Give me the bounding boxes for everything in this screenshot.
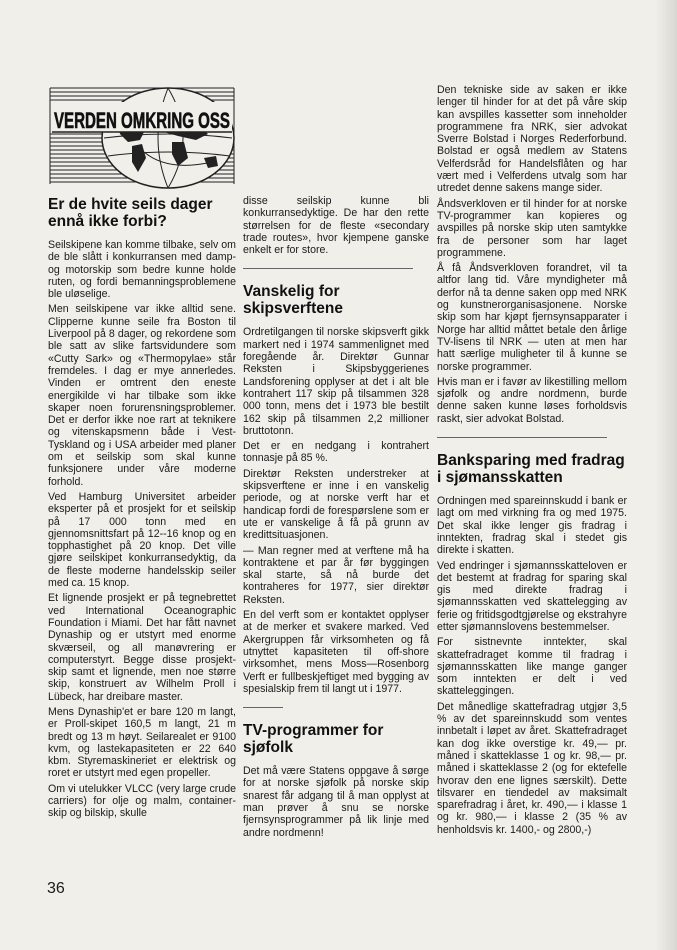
page-number: 36 <box>47 880 65 897</box>
paragraph: Det må være Statens oppgave å sørge for at norske sjøfolk på norske skip snarest får adgang til å man opplyst at man prøver å snu se norske fjernsynsprogrammer på lik linje med andre nordmenn! <box>243 765 429 839</box>
paragraph: Direktør Reksten understreker at skipsverftene er inne i en vanskelig periode, og at norske verft har et handicap fordi de forespørslene som er ute er vanskelige å få på grunn av kredittsituasjonen. <box>243 467 429 542</box>
paragraph: Men seilskipene var ikke alltid sene. Clipperne kunne seile fra Boston til Liverpool på 8 dager, og rekordene som ble satt av slike fartsvidundere som «Cutty Sark» og «Thermopylae» står fremdeles. I dag er mye annerledes. Vinden er omtrent den eneste energikilde vi har tilbake som ikke skaper noen forurensningsproblemer. Det er derfor ikke noe rart at teknikere og vitenskapsmenn både i Vest-Tyskland og i USA arbeider med planer om et seilskip som skal kunne funksjonere under våre moderne forhold. <box>48 303 236 488</box>
paragraph: Åndsverkloven er til hinder for at norske TV-programmer kan kopieres og avspilles på norske skip uten samtykke fra de personer som har laget programmene. <box>437 197 627 259</box>
paragraph: Det månedlige skattefradrag utgjør 3,5 % av det spareinnskudd som ventes innbetalt i løpet av året. Skattefradraget kan dog ikke overstige kr. 49,— pr. måned i skatteklasse 1 og kr. 98,— pr. måned i skatteklasse 2 (og for ektefelle hvorav den ene lignes særskilt). Dette tilsvarer en tiendedel av maksimalt sparefradrag i året, kr. 490,— i klasse 1 og kr. 980,— i klasse 2 (35 % av henholdsvis kr. 1400,- og 2800,-) <box>437 700 627 836</box>
paragraph: Det er en nedgang i kontrahert tonnasje på 85 %. <box>243 440 429 465</box>
paragraph: — Man regner med at verftene må ha kontraktene et par år før byggingen skal starte, så nå burde det kontraheres for 1977, sier direktør Reksten. <box>243 544 429 606</box>
column-1 <box>48 196 236 823</box>
paragraph: Ved Hamburg Universitet arbeider eksperter på et prosjekt for et seilskip på 17 000 tonn med en gjennomsnittsfart på 12--16 knop og en topphastighet på 20 knop. Det ville gjøre seilskipet konkurransedyktig, da de fleste moderne handelsskip seiler med ca. 15 knop. <box>48 490 236 590</box>
paragraph: Et lignende prosjekt er på tegnebrettet ved International Oceanographic Foundation i Miami. Det har fått navnet Dynaship og er utstyrt med enorme skværseil, og all manøvrering er computerstyrt. Begge disse prosjekt-skip samt et lignende, men noe større skip, konstruert av Wilhelm Proll i Lübeck, har dreibare master. <box>48 592 236 703</box>
divider <box>243 707 283 708</box>
divider <box>243 268 413 269</box>
paragraph: For sistnevnte inntekter, skal skattefradraget komme til fradrag i sjømannsskatten like mange ganger som inntekten er delt i ved skatteleggingen. <box>437 636 627 698</box>
globe-logo-icon <box>48 82 236 188</box>
paragraph: Den tekniske side av saken er ikke lenger til hinder for at det på våre skip kan avspilles kassetter som inneholder programmene fra NRK, sier advokat Sverre Bolstad i Norges Rederforbund. Bolstad er også medlem av Statens Velferdsråd for Handelsflåten og har vært med i Velferdens utvalg som har utredet denne sakens mange sider. <box>437 84 627 195</box>
article-title-banksparing: Banksparing med fradrag i sjømansskatten <box>437 452 625 487</box>
paragraph: Ordretilgangen til norske skipsverft gikk markert ned i 1974 sammenlignet med foregående år. Direktør Gunnar Reksten i Skipsbyggerienes Landsforening opplyser at det i alt ble kontrahert 117 skip på tilsammen 328 000 tonn, mens det i 1973 ble bestilt 162 skip på tilsammen 2,2 millioner bruttotonn. <box>243 326 429 437</box>
divider <box>437 437 607 438</box>
column-2 <box>243 195 429 842</box>
column-3 <box>437 84 627 839</box>
paragraph: Seilskipene kan komme tilbake, selv om de ble slått i konkurransen med damp- og motorskip som bedre kunne holde ruten, og fordi bemanningsproblemene ble uløselige. <box>48 239 236 301</box>
paragraph: Hvis man er i favør av likestilling mellom sjøfolk og andre nordmenn, burde denne saken kunne løses forholdsvis raskt, sier advokat Bolstad. <box>437 375 627 425</box>
verden-omkring-oss-logo <box>48 82 236 188</box>
logo-text: VERDEN OMKRING OSS <box>54 108 230 133</box>
paragraph: Om vi utelukker VLCC (very large crude carriers) for olje og malm, container-skip og bilskip, skulle <box>48 782 236 820</box>
article-title-tv-programmer: TV-programmer for sjøfolk <box>243 722 384 757</box>
paragraph: Å få Åndsverkloven forandret, vil ta altfor lang tid. Våre myndigheter må derfor nå ta denne saken opp med NRK og kunstnerorganisasjonene. Norske skip som har kjøpt fjernsynsapparater i Norge har alltid måttet betale den årlige TV-lisens til NRK — uten at men har hatt særlige muligheter til å kunne se norske programmer. <box>437 262 627 373</box>
paragraph: En del verft som er kontaktet opplyser at de merker et svakere marked. Ved Akergruppen får virksomheten og få utnyttet kapasiteten til off-shore virksomhet, mens Moss—Rosenborg Verft er fullbeskjeftiget med bygging av spesialskip frem til langt ut i 1977. <box>243 609 429 695</box>
article-title-seilskip: Er de hvite seils dager ennå ikke forbi? <box>48 196 213 230</box>
paragraph: disse seilskip kunne bli konkurransedyktige. De har den rette størrelsen for de fleste «secondary trade routes», hvor kjempene ganske enkelt er for store. <box>243 195 429 257</box>
paragraph: Mens Dynaship'et er bare 120 m langt, er Proll-skipet 160,5 m langt, 21 m bredt og 13 m høyt. Seilarealet er 9100 kvm, og lastekapasiteten er 22 640 kbm. Styremaskineriet er elektrisk og roret er utstyrt med egen propeller. <box>48 705 236 780</box>
paragraph: Ordningen med spareinnskudd i bank er lagt om med virkning fra og med 1975. Det skal ikke lenger gis fradrag i inntekten, fradrag skal i stedet gis direkte i skatten. <box>437 495 627 557</box>
paragraph: Ved endringer i sjømannsskatteloven er det bestemt at fradrag for sparing skal gis med direkte fradrag i sjømannsskatten ved skattelegging av ferie og fritidsgodtgjørelse og ekstrahyre etter sjømannslovens bestemmelser. <box>437 559 627 633</box>
article-title-skipsverftene: Vanskelig for skipsverftene <box>243 283 343 318</box>
page-binding-shadow <box>655 0 677 950</box>
